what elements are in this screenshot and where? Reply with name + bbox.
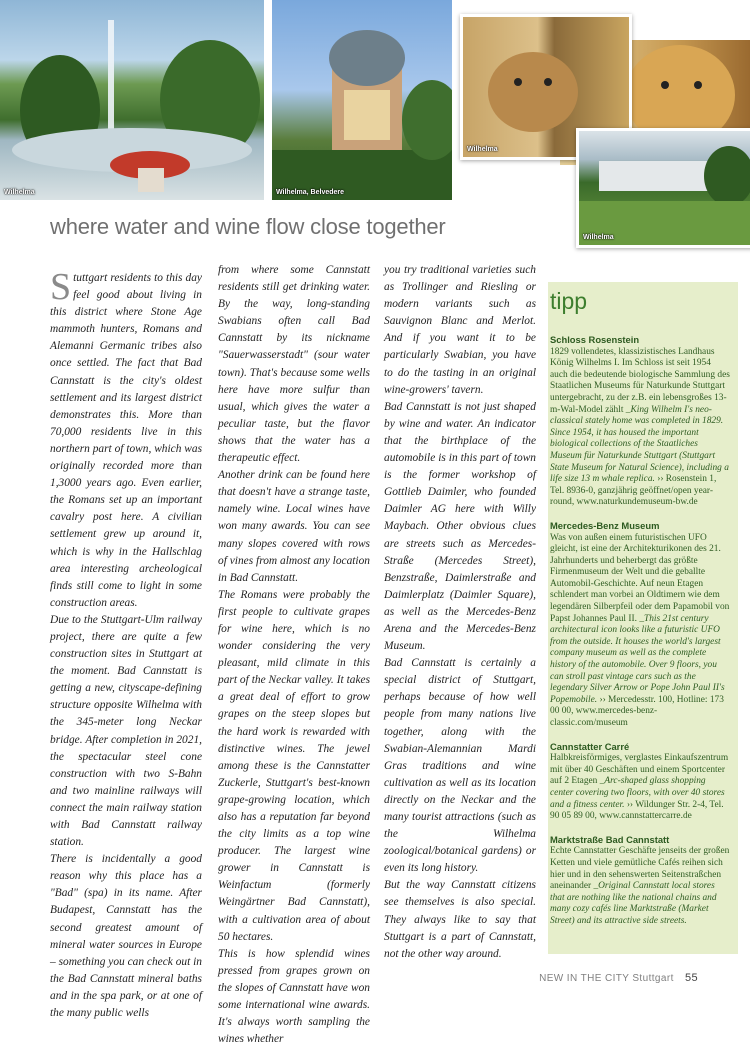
tipp-text-de: Halbkreisförmiges, verglastes Einkaufszentrum mit über 40 Geschäften und einem Sportcenter auf 2 Etagen bbox=[550, 753, 729, 787]
photo-caption: Wilhelma bbox=[467, 146, 498, 153]
photo-wilhelma-garden bbox=[576, 128, 750, 248]
fountain-illustration bbox=[0, 0, 264, 200]
paragraph: Bad Cannstatt is not just shaped by wine and water. An indicator that the birthplace of the automobile is in this part of town is the former workshop of Gottlieb Daimler, who founded Daimler AG here with Willy Maybach. Other obvious clues are streets such as Mercedes-Straße (Mercedes Street), Benzstraße, Daimlerstraße and Daimlerplatz (Daimler Square), as well as the Mercedes-Benz Arena and the Mercedes-Benz Museum. bbox=[384, 400, 536, 653]
drop-cap: S bbox=[50, 266, 72, 308]
article-column-3 bbox=[384, 262, 536, 963]
article-headline: where water and wine flow close together bbox=[50, 214, 446, 239]
page-footer bbox=[539, 972, 698, 984]
article-column-2 bbox=[218, 262, 370, 1048]
tipp-info: ›› Rosenstein 1, Tel. 8936-0, ganzjährig geöffnet/open year-round, www.naturkundemuseum-bw.de bbox=[550, 474, 717, 508]
tipp-text-en: _Arc-shaped glass shopping center covering two floors, with over 40 stores and a fitness center. bbox=[550, 776, 725, 810]
paragraph: Due to the Stuttgart-Ulm railway project, there are quite a few construction sites in Stuttgart at the moment. Bad Cannstatt is getting a new, cityscape-defining structure opposite Wilhelma with the 345-meter long Neckar bridge. After completion in 2021, the spectacular steel cone construction with two S-Bahn and two mainline railways will connect the main railway station with Bad Cannstatt railway station. bbox=[50, 613, 202, 849]
tipp-heading: Cannstatter Carré bbox=[550, 740, 630, 752]
tipp-body bbox=[550, 334, 730, 939]
paragraph: This is how splendid wines pressed from grapes grown on the slopes of Cannstatt have won some international wine awards. It's always worth sampling the wines whether bbox=[218, 947, 370, 1046]
tipp-info: ›› Mercedesstr. 100, Hotline: 173 00 00, www.mercedes-benz-classic.com/museum bbox=[550, 694, 724, 728]
tipp-box bbox=[548, 282, 738, 954]
footer-label: NEW IN THE CITY bbox=[539, 973, 630, 984]
paragraph: Another drink can be found here that doesn't have a strange taste, namely wine. Local wines have won many awards. You can see many slopes covered with rows of vines from almost any location in Bad Cannstatt. bbox=[218, 469, 370, 584]
paragraph: There is incidentally a good reason why this place has a "Bad" (spa) in its name. After Budapest, Cannstatt has the second greatest amount of mineral water sources in Europe – something you can check out in the Bad Cannstatt mineral baths and in the spa park, or at one of the many public wells bbox=[50, 853, 202, 1020]
footer-city: Stuttgart bbox=[632, 973, 674, 984]
tipp-text-de: 1829 vollendetes, klassizistisches Landhaus König Wilhelms I. Im Schloss ist seit 1954 auch die bedeutende biologische Sammlung des Staatlichen Museums für Naturkunde Stuttgart untergebracht, zu der z.B. ein lebensgroßes 13-m-Wal-Model zählt bbox=[550, 346, 730, 415]
building-illustration bbox=[272, 0, 452, 200]
photo-wilhelma-fountain bbox=[0, 0, 264, 200]
tipp-item bbox=[550, 520, 730, 730]
tipp-info: ›› Wildunger Str. 2-4, Tel. 90 05 89 00, www.cannstattercarre.de bbox=[550, 799, 724, 822]
tipp-heading: Schloss Rosenstein bbox=[550, 334, 640, 345]
tipp-text-de: Echte Cannstatter Geschäfte jenseits der großen Ketten und viele gemütliche Cafés reihen sich hier und in den sehenswerten Seitenstraßchen aneinander bbox=[550, 846, 730, 892]
paragraph: you try traditional varieties such as Trollinger and Riesling or modern variants such as Sauvignon Blanc and Merlot. And if you want it to be particularly Swabian, you have to do the tasting in an original wine-growers' tavern. bbox=[384, 264, 536, 396]
tipp-text-en: _King Wilhelm I's neo-classical stately home was completed in 1829. Since 1954, it has housed the important biological collections of the Staatliches Museum für Naturkunde Stuttgart (Stuttgart State Museum for Natural Science), including a life size 13 m whale replica. bbox=[550, 404, 729, 485]
tipp-item bbox=[550, 834, 730, 928]
photo-caption: Wilhelma bbox=[4, 189, 35, 196]
garden-illustration bbox=[579, 131, 750, 245]
paragraph: tuttgart residents to this day feel good about living in this district where Stone Age mammoth hunters, Romans and Alemanni Germanic tribes also once settled. The fact that Bad Cannstatt is the city's oldest settlement and its largest district demonstrates this. More than 70,000 residents live in this northern part of town, which was originally recorded more than 1,3000 years ago. Even earlier, the Romans set up an important cavalry post here. A civilian settlement grew up around it, which is why in the Hallschlag area interesting archeological finds still come to light in some construction areas. bbox=[50, 272, 202, 609]
tipp-item bbox=[550, 334, 730, 509]
paragraph: from where some Cannstatt residents still get drinking water. By the way, long-standing Swabians often call Bad Cannstatt by its nickname "Sauerwasserstadt" (sour water town). That's because some wells here have more sulfur than usual, which gives the water a peculiar taste, but the flavor shows that the water has a therapeutic effect. bbox=[218, 264, 370, 465]
photo-caption: Wilhelma, Belvedere bbox=[276, 189, 345, 196]
photo-wilhelma-belvedere bbox=[272, 0, 452, 200]
paragraph: But the way Cannstatt citizens see themselves is also special. They always like to say that Stuttgart is a part of Cannstatt, not the other way around. bbox=[384, 879, 536, 960]
article-column-1 bbox=[50, 266, 202, 1022]
tipp-text-en: _Original Cannstatt local stores that are nothing like the national chains and many cozy cafés line Marktstraße (Market Street) and its attractive side streets. bbox=[550, 881, 717, 926]
tipp-title: tipp bbox=[550, 288, 588, 314]
tipp-heading: Marktstraße Bad Cannstatt bbox=[550, 833, 670, 845]
tipp-item bbox=[550, 741, 730, 823]
tipp-heading: Mercedes-Benz Museum bbox=[550, 519, 660, 531]
paragraph: The Romans were probably the first people to cultivate grapes for wine here, which is no wonder considering the very pleasant, mild climate in this part of the Neckar valley. It takes a great deal of effort to grow grapes on the steep slopes but the hard work is rewarded with distinctive wines. The jewel among these is the Cannstatter Zuckerle, Stuttgart's best-known grape-growing location, which also has a reputation far beyond the city limits as a top wine producer. The largest wine grower in Cannstatt is Weinfactum (formerly Weingärtner Bad Cannstatt), with a cultivation area of about 50 hectares. bbox=[218, 588, 370, 943]
photo-caption: Wilhelma bbox=[583, 234, 614, 241]
tipp-text-de: Was von außen einem futuristischen UFO gleicht, ist eine der Architekturikonen des 21. Jahrhunderts und beherbergt das größte Firmenmuseum der Welt und die geballte Automobil-Geschichte. Auf neun Etagen schlendert man vorbei an Oldtimern wie dem legendären Silberpfeil oder dem Papamobil von Papst Johannes Paul II. bbox=[550, 532, 730, 624]
page-number: 55 bbox=[684, 972, 698, 984]
paragraph: Bad Cannstatt is certainly a special district of Stuttgart, perhaps because of how well people from many nations live together, along with the Swabian-Alemannian Mardi Gras traditions and wine cultivation as well as its location directly on the Neckar and the many tourist attractions (such as the Wilhelma zoological/botanical gardens) or even its long history. bbox=[384, 657, 536, 875]
tipp-text-en: _This 21st century architectural icon looks like a futuristic UFO from the outside. It houses the world's largest company museum as well as the complete history of the automobile. Over 9 floors, you can stroll past vintage cars such as the legendary Silver Arrow or Pope John Paul II's Popemobile. bbox=[550, 613, 725, 705]
